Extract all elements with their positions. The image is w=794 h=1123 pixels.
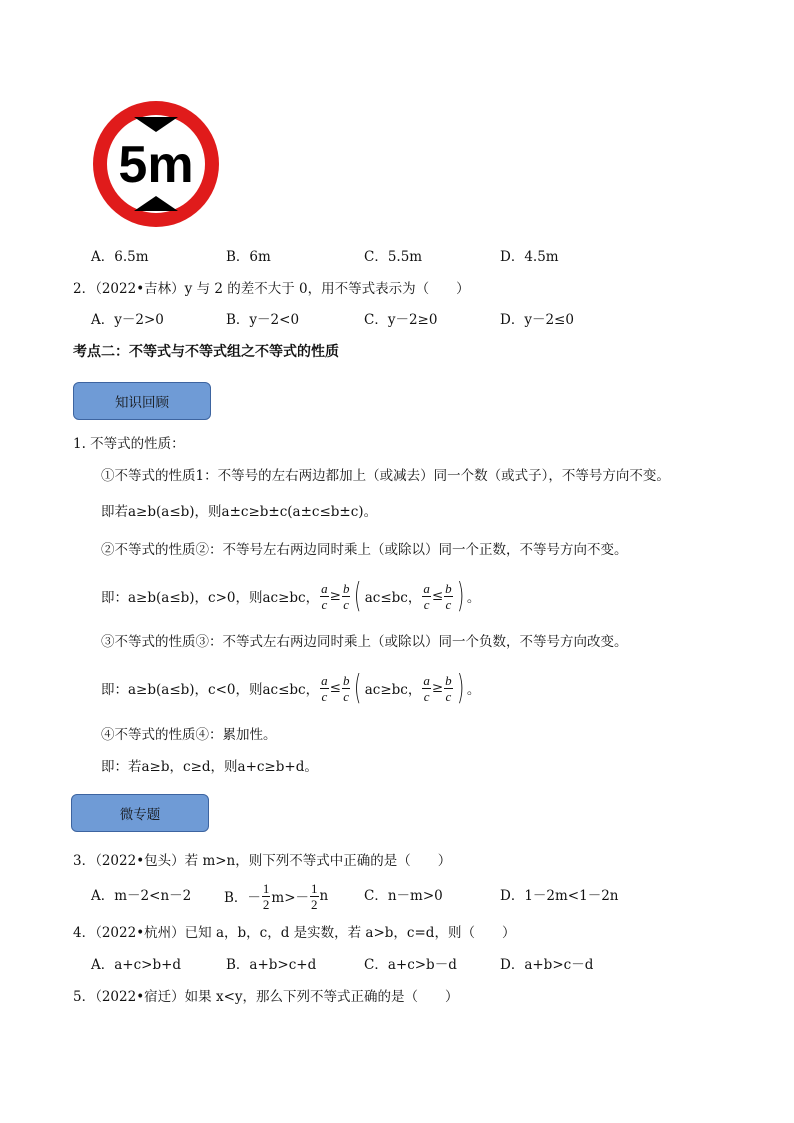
property-4-formula: 即：若a≥b，c≥d，则a+c≥b+d。: [101, 759, 318, 775]
q3-option-b-tail: n: [319, 888, 329, 904]
q3-option-d: D．1－2m<1－2n: [500, 888, 619, 904]
q2-option-a: A．y－2>0: [91, 312, 164, 328]
height-limit-sign-icon: [92, 100, 220, 228]
height-limit-sign: [92, 100, 220, 228]
relation: ≥: [431, 680, 444, 696]
paren-content: ac≤bc，: [364, 590, 422, 606]
q3-stem: 3．（2022•包头）若 m>n，则下列不等式中正确的是（ ）: [73, 853, 452, 869]
property-3-formula: [101, 668, 480, 708]
property-1-formula: 即若a≥b(a≤b)，则a±c≥b±c(a±c≤b±c)。: [101, 504, 378, 520]
right-paren: ): [456, 668, 464, 708]
fraction-b-over-c: $\frac{b}{c}$: [445, 580, 452, 612]
q2-option-d: D．y－2≤0: [500, 312, 574, 328]
property-4-text: ④不等式的性质④：累加性。: [101, 727, 277, 743]
q2-stem: 2．（2022•吉林）y 与 2 的差不大于 0，用不等式表示为（ ）: [73, 281, 470, 297]
property-2-prefix: 即：a≥b(a≤b)，c>0，则ac≥bc，: [101, 590, 320, 606]
right-paren: ): [456, 576, 464, 616]
left-paren: (: [354, 576, 362, 616]
fraction-b-over-c: $\frac{b}{c}$: [445, 672, 452, 704]
q2-option-c: C．y－2≥0: [364, 312, 438, 328]
q1-option-b: B．6m: [226, 249, 271, 265]
property-2-formula: [101, 576, 480, 616]
relation: ≤: [329, 680, 341, 696]
period: 。: [466, 590, 481, 606]
knowledge-review-label: 知识回顾: [115, 395, 169, 411]
mini-topic-box: [71, 794, 209, 832]
fraction-a-over-c: $\frac{a}{c}$: [423, 672, 430, 704]
period: 。: [466, 682, 481, 698]
sign-text: 5m: [118, 136, 194, 194]
paren-content: ac≥bc，: [364, 682, 422, 698]
q4-option-c: C．a+c>b－d: [364, 957, 457, 973]
q4-option-d: D．a+b>c－d: [500, 957, 594, 973]
fraction-a-over-c: $\frac{a}{c}$: [321, 580, 328, 612]
q2-option-b: B．y－2<0: [226, 312, 300, 328]
property-3-prefix: 即：a≥b(a≤b)，c<0，则ac≤bc，: [101, 682, 320, 698]
q3-option-b-prefix: B．－: [224, 890, 261, 906]
q3-option-b-mid: m>－: [271, 890, 310, 906]
fraction-b-over-c: $\frac{b}{c}$: [342, 580, 350, 612]
property-3-text: ③不等式的性质③：不等式左右两边同时乘上（或除以）同一个负数，不等号方向改变。: [101, 634, 628, 650]
relation: ≥: [329, 588, 341, 604]
fraction-b-over-c: $\frac{b}{c}$: [342, 672, 350, 704]
mini-topic-label: 微专题: [119, 807, 161, 823]
left-paren: (: [354, 668, 362, 708]
q3-option-c: C．n－m>0: [364, 888, 443, 904]
q5-stem: 5．（2022•宿迁）如果 x<y，那么下列不等式正确的是（ ）: [73, 989, 459, 1005]
fraction-a-over-c: $\frac{a}{c}$: [321, 672, 328, 704]
fraction-a-over-c: $\frac{a}{c}$: [423, 580, 430, 612]
q1-option-a: A．6.5m: [91, 249, 149, 265]
section-heading: 考点二：不等式与不等式组之不等式的性质: [73, 344, 339, 360]
point-1-title: 1. 不等式的性质：: [73, 436, 185, 452]
q3-option-b: [224, 878, 328, 914]
q4-stem: 4．（2022•杭州）已知 a，b，c，d 是实数，若 a>b，c=d，则（ ）: [73, 925, 516, 941]
relation: ≤: [431, 588, 444, 604]
q4-option-a: A．a+c>b+d: [91, 957, 182, 973]
q3-option-a: A．m－2<n－2: [91, 888, 192, 904]
q1-option-d: D．4.5m: [500, 249, 559, 265]
q1-option-c: C．5.5m: [364, 249, 423, 265]
fraction-one-half: $\frac{1}{2}$: [262, 880, 270, 912]
q4-option-b: B．a+b>c+d: [226, 957, 317, 973]
fraction-one-half: $\frac{1}{2}$: [311, 880, 318, 912]
property-1-text: ①不等式的性质1：不等号的左右两边都加上（或减去）同一个数（或式子），不等号方向不变。: [101, 468, 670, 484]
knowledge-review-box: [73, 382, 211, 420]
property-2-text: ②不等式的性质②：不等号左右两边同时乘上（或除以）同一个正数，不等号方向不变。: [101, 542, 628, 558]
